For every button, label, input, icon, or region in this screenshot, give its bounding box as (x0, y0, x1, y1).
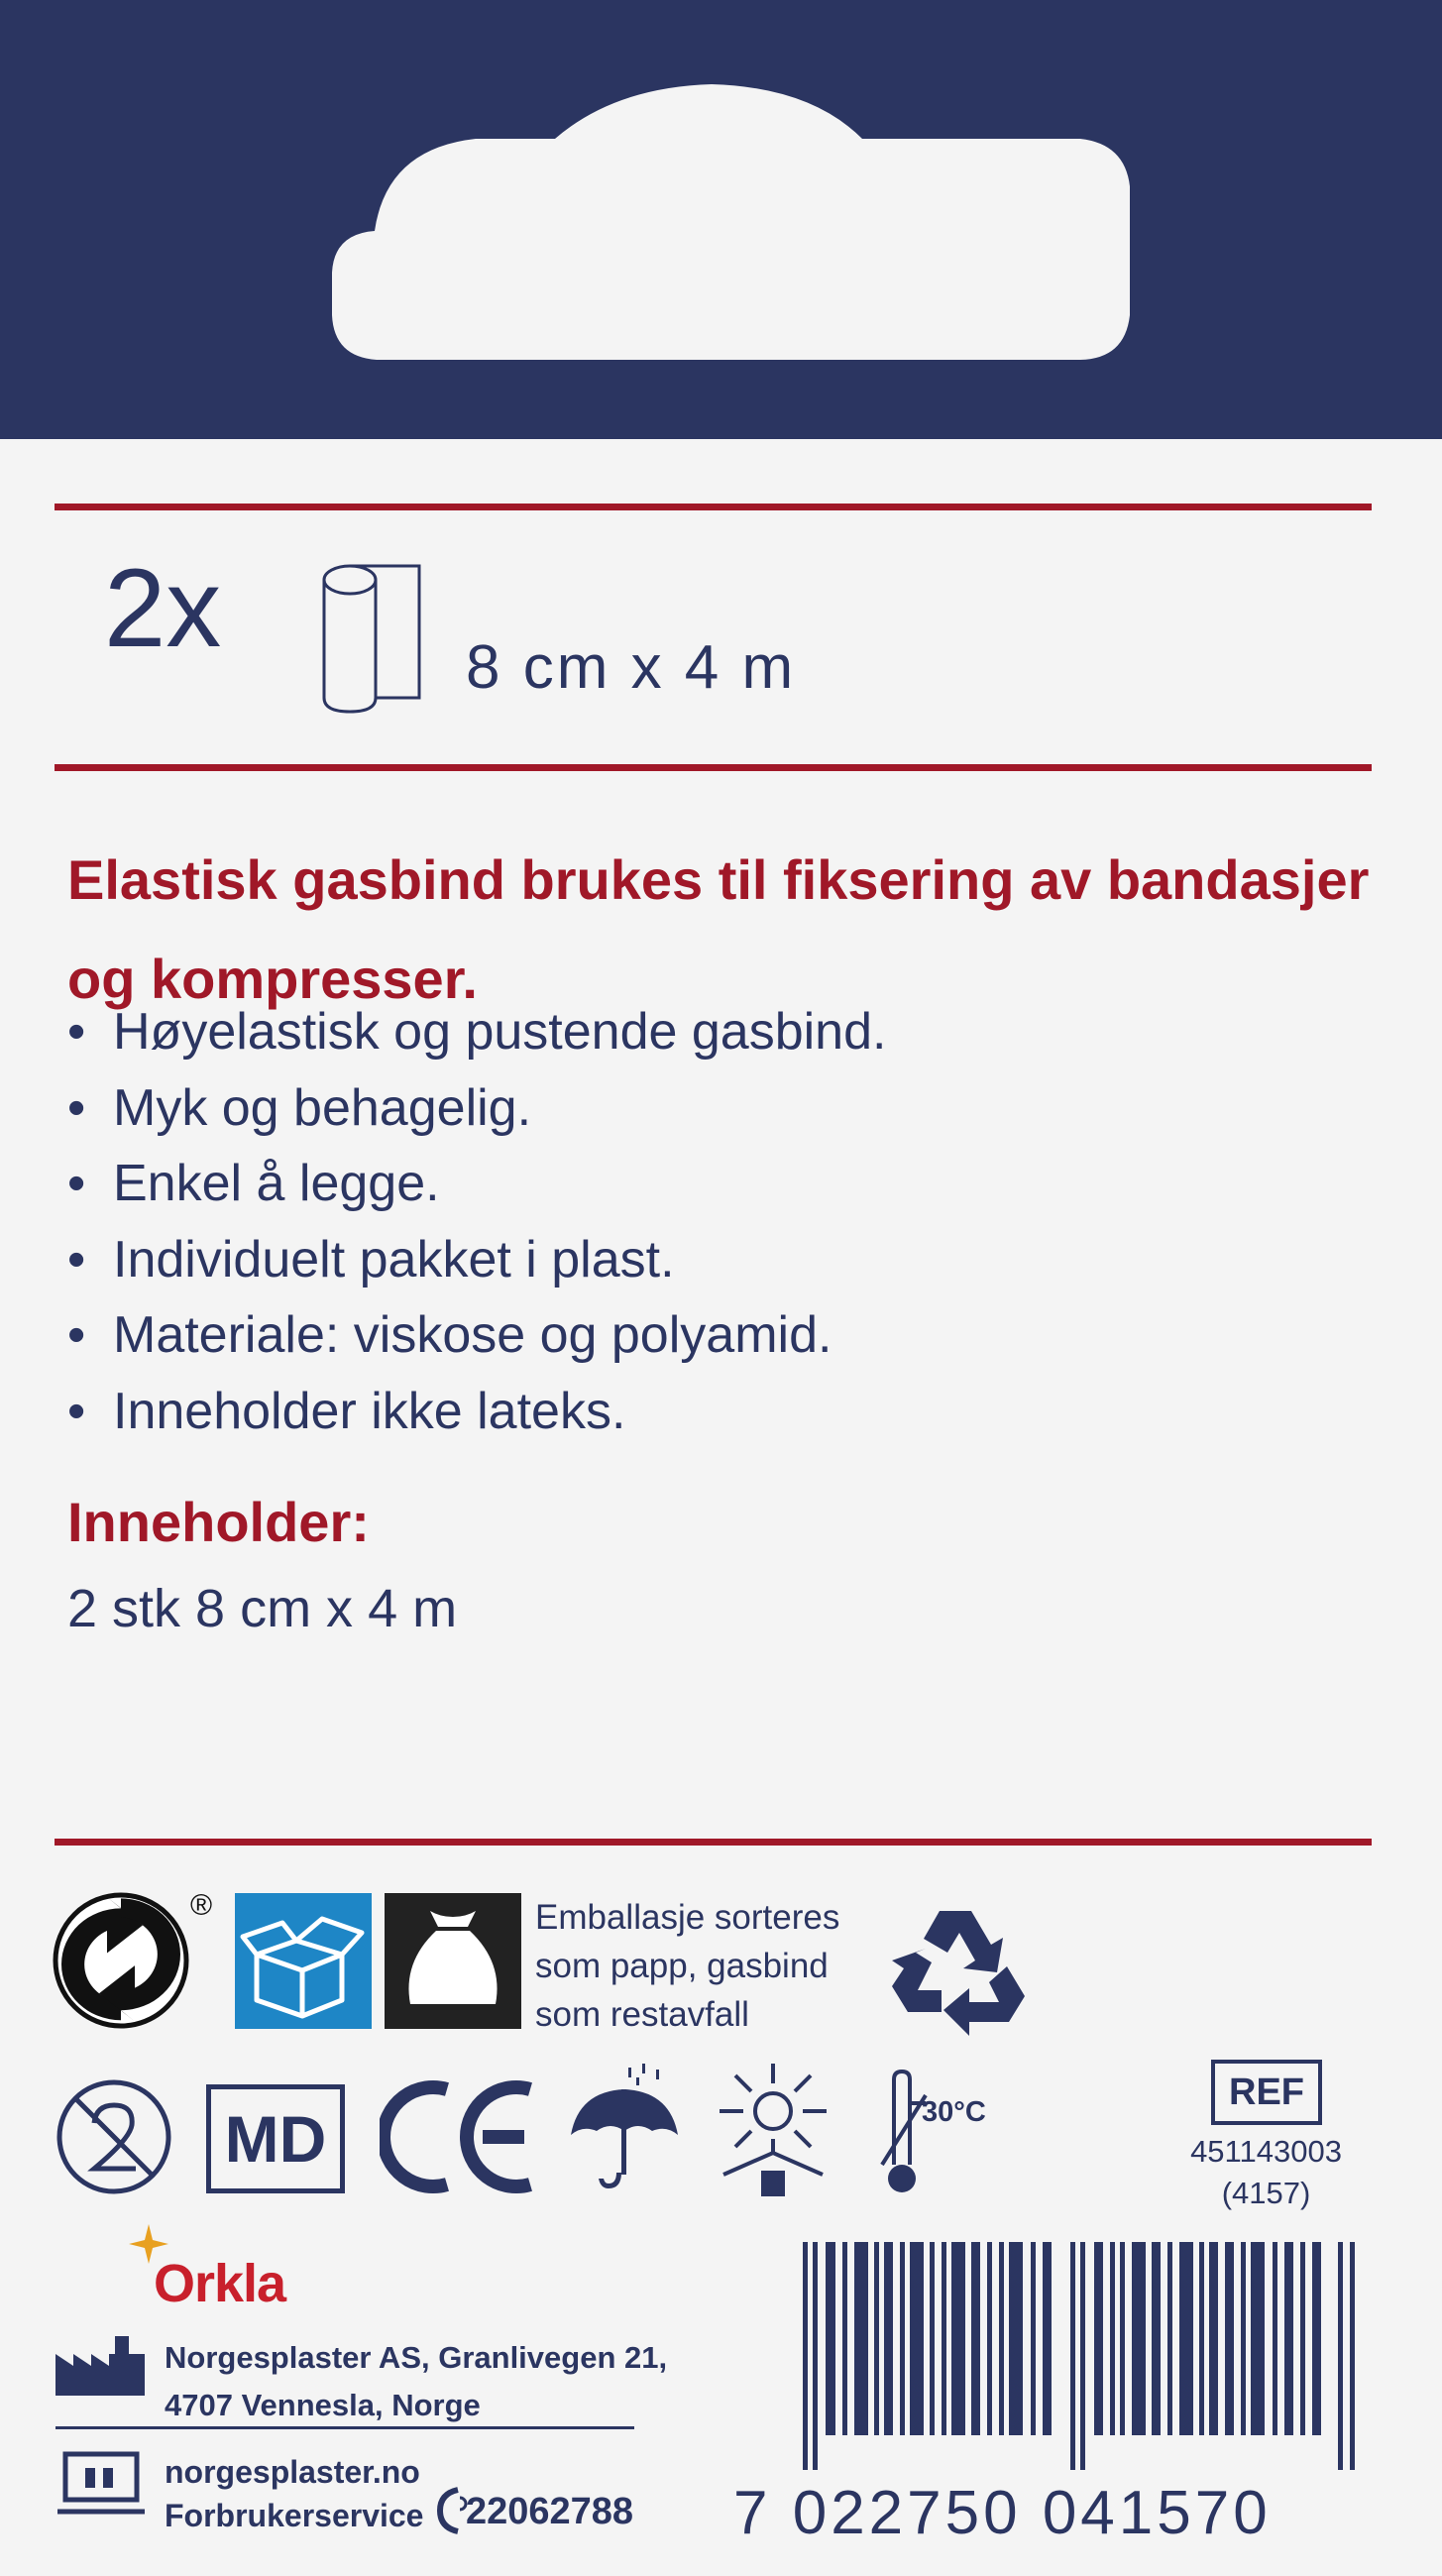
feature-item: • Individuelt pakket i plast. (67, 1222, 886, 1298)
disposal-line: som papp, gasbind (535, 1947, 829, 1985)
disposal-instructions (535, 1893, 839, 2039)
ref-number: 451143003 (1190, 2134, 1342, 2169)
contact-divider (55, 2426, 634, 2429)
residual-waste-icon (385, 1893, 521, 2029)
hang-hole (0, 0, 1442, 439)
manufacturer-address (165, 2334, 667, 2429)
orkla-logo: Orkla (154, 2254, 286, 2313)
laptop-icon (55, 2450, 147, 2520)
ce-mark-icon (380, 2077, 538, 2196)
address-line: Norgesplaster AS, Granlivegen 21, (165, 2340, 668, 2375)
feature-item: • Myk og behagelig. (67, 1070, 886, 1147)
paper-recycling-icon (235, 1893, 372, 2029)
service-label: Forbrukerservice (165, 2498, 424, 2533)
ref-code: (4157) (1221, 2176, 1311, 2210)
contact-info (165, 2450, 423, 2537)
ref-info (1160, 2131, 1373, 2214)
feature-item: • Høyelastisk og pustende gasbind. (67, 994, 886, 1070)
keep-dry-icon (569, 2064, 680, 2194)
contents-value: 2 stk 8 cm x 4 m (67, 1579, 458, 1638)
do-not-reuse-icon (55, 2077, 173, 2196)
barcode (793, 2242, 1373, 2470)
disposal-line: Emballasje sorteres (535, 1898, 840, 1937)
phone-icon (434, 2486, 468, 2535)
ref-label: REF (1211, 2060, 1322, 2125)
address-line: 4707 Vennesla, Norge (165, 2388, 481, 2422)
quantity: 2x (104, 546, 222, 670)
contents-title: Inneholder: (67, 1491, 370, 1553)
feature-list (67, 994, 886, 1449)
barcode-number: 7 022750 041570 (733, 2479, 1272, 2547)
middle-divider (55, 764, 1372, 771)
registered-mark: ® (190, 1889, 213, 1922)
bottom-divider (55, 1839, 1372, 1846)
temperature-label: 30°C (922, 2096, 986, 2128)
feature-item: • Materiale: viskose og polyamid. (67, 1297, 886, 1374)
temperature-limit-icon (880, 2070, 928, 2198)
manufacturer-icon (55, 2336, 145, 2396)
website-link[interactable]: norgesplaster.no (165, 2454, 420, 2490)
feature-item: • Inneholder ikke lateks. (67, 1374, 886, 1450)
bandage-size: 8 cm x 4 m (466, 633, 797, 702)
green-dot-icon (52, 1891, 190, 2030)
feature-item: • Enkel å legge. (67, 1146, 886, 1222)
medical-device-icon: MD (206, 2084, 345, 2193)
phone-number[interactable]: 22062788 (466, 2491, 634, 2532)
product-headline: Elastisk gasbind brukes til fiksering av bandasjer og kompresser. (67, 848, 1370, 1010)
keep-away-from-sunlight-icon (704, 2062, 842, 2200)
bandage-roll-icon (320, 562, 429, 716)
top-divider (55, 504, 1372, 510)
disposal-line: som restavfall (535, 1995, 749, 2034)
recycle-icon (890, 1901, 1035, 2040)
